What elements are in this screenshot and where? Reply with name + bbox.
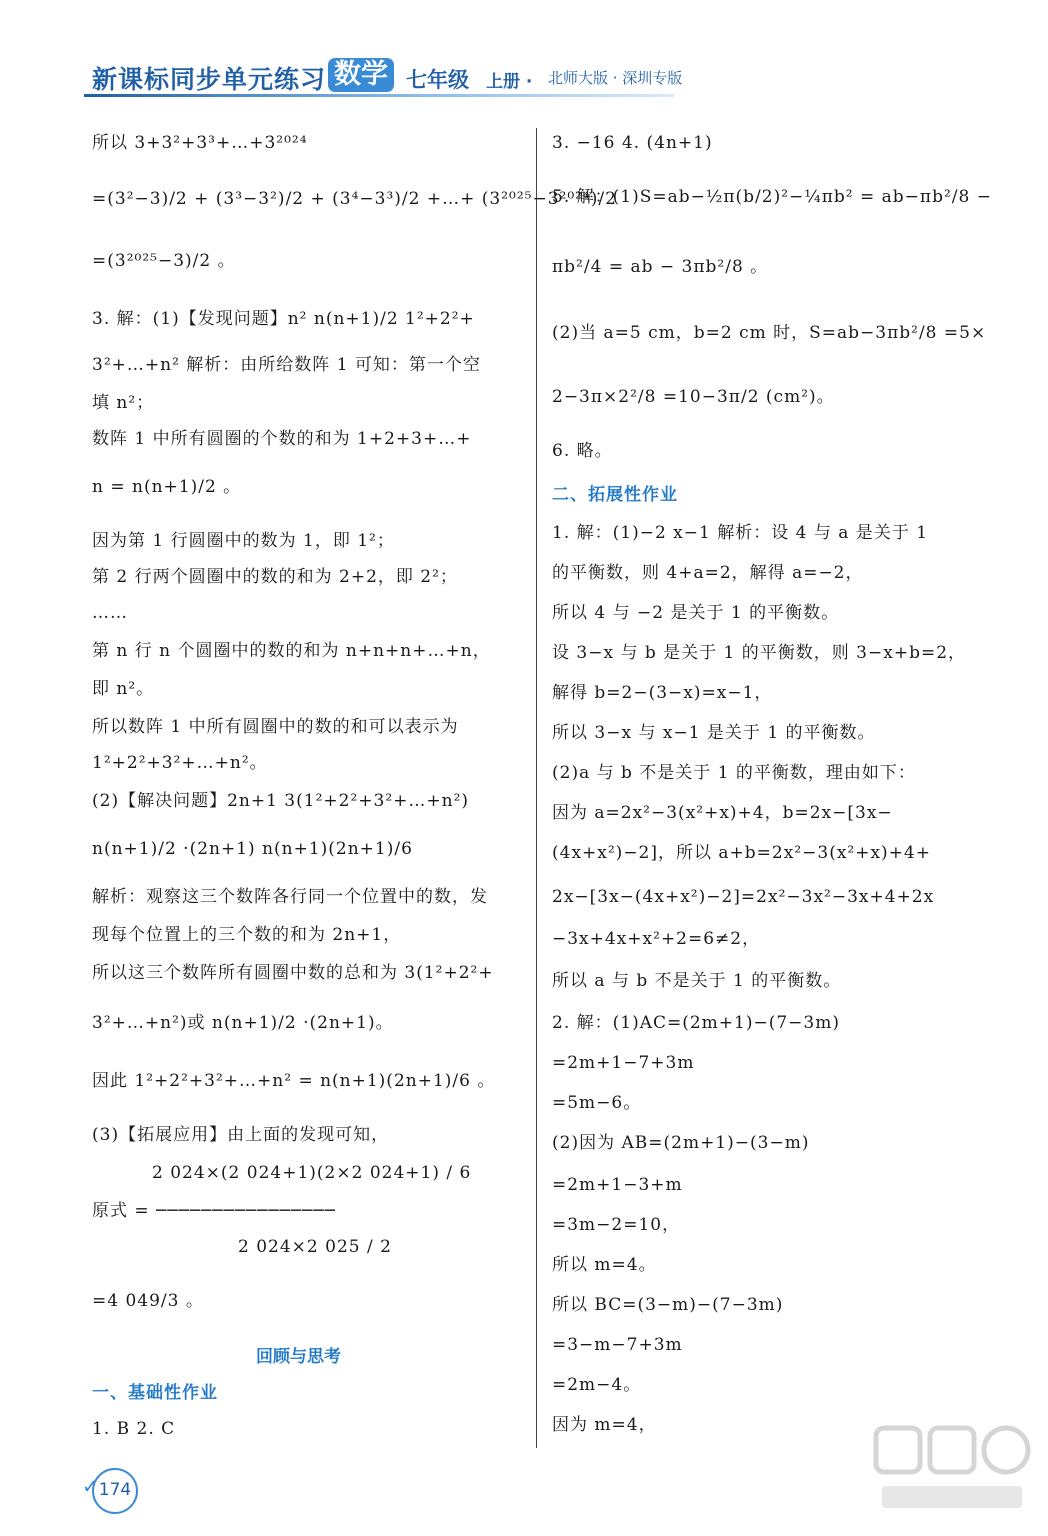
left-line: 3. 解：(1)【发现问题】n² n(n+1)/2 1²+2²+ — [92, 309, 475, 329]
right-line: 设 3−x 与 b 是关于 1 的平衡数，则 3−x+b=2， — [552, 643, 967, 663]
left-line: (2)【解决问题】2n+1 3(1²+2²+3²+…+n²) — [92, 791, 470, 811]
left-line: =4 049/3 。 — [92, 1291, 204, 1311]
right-line: (2)当 a=5 cm，b=2 cm 时，S=ab−3πb²/8 =5× — [552, 323, 987, 343]
right-line: 2x−[3x−(4x+x²)−2]=2x²−3x²−3x+4+2x — [552, 887, 935, 907]
edition-label: 北师大版 · 深圳专版 — [548, 69, 683, 87]
answers-basic: 1. B 2. C — [92, 1419, 176, 1439]
right-line: 2. 解：(1)AC=(2m+1)−(7−3m) — [552, 1013, 840, 1033]
right-line: 因为 m=4， — [552, 1415, 657, 1435]
right-line: 所以 m=4。 — [552, 1255, 657, 1275]
right-line: =2m+1−7+3m — [552, 1053, 695, 1073]
series-title: 新课标同步单元练习 — [92, 65, 327, 94]
right-line: 因为 a=2x²−3(x²+x)+4，b=2x−[3x− — [552, 803, 893, 823]
volume-label: 上册 · — [486, 72, 533, 92]
right-line: 6. 略。 — [552, 441, 613, 461]
left-line: 1²+2²+3²+…+n²。 — [92, 753, 268, 773]
right-line: 3. −16 4. (4n+1) — [552, 133, 713, 153]
left-line: 2 024×(2 024+1)(2×2 024+1) / 6 — [152, 1163, 472, 1183]
section-ext-heading: 二、拓展性作业 — [552, 485, 678, 505]
left-line: 即 n²。 — [92, 679, 155, 699]
right-line: 5. 解：(1)S=ab−½π(b/2)²−¼πb² = ab−πb²/8 − — [552, 187, 992, 207]
right-line: −3x+4x+x²+2=6≠2， — [552, 929, 761, 949]
left-line: 2 024×2 025 / 2 — [238, 1237, 392, 1257]
header-rule — [84, 94, 674, 97]
left-line: 解析：观察这三个数阵各行同一个位置中的数，发 — [92, 887, 488, 907]
left-line: 因为第 1 行圆圈中的数为 1，即 1²； — [92, 531, 395, 551]
page-header — [84, 58, 784, 102]
left-line: …… — [92, 603, 128, 623]
left-line: (3)【拓展应用】由上面的发现可知， — [92, 1125, 390, 1145]
right-line: πb²/4 = ab − 3πb²/8 。 — [552, 257, 769, 277]
left-line: 3²+…+n² 解析：由所给数阵 1 可知：第一个空 — [92, 355, 481, 375]
right-line: 所以 3−x 与 x−1 是关于 1 的平衡数。 — [552, 723, 876, 743]
left-line: 所以数阵 1 中所有圆圈中的数的和可以表示为 — [92, 717, 459, 737]
left-line: =(3²−3)/2 + (3³−3²)/2 + (3⁴−3³)/2 +…+ (3²⁰²⁵−3²⁰²⁴)/2 — [92, 189, 617, 209]
section-basic-heading: 一、基础性作业 — [92, 1383, 218, 1403]
left-line: n(n+1)/2 ·(2n+1) n(n+1)(2n+1)/6 — [92, 839, 413, 859]
right-line: 所以 4 与 −2 是关于 1 的平衡数。 — [552, 603, 840, 623]
left-line: 所以这三个数阵所有圆圈中数的总和为 3(1²+2²+ — [92, 963, 494, 983]
right-line: (4x+x²)−2]，所以 a+b=2x²−3(x²+x)+4+ — [552, 843, 931, 863]
right-line: 1. 解：(1)−2 x−1 解析：设 4 与 a 是关于 1 — [552, 523, 929, 543]
left-line: 数阵 1 中所有圆圈的个数的和为 1+2+3+…+ — [92, 429, 472, 449]
right-line: (2)a 与 b 不是关于 1 的平衡数，理由如下： — [552, 763, 916, 783]
left-line: 3²+…+n²)或 n(n+1)/2 ·(2n+1)。 — [92, 1013, 394, 1033]
right-line: 所以 BC=(3−m)−(7−3m) — [552, 1295, 784, 1315]
right-line: =3−m−7+3m — [552, 1335, 683, 1355]
right-line: =2m+1−3+m — [552, 1175, 683, 1195]
column-divider — [536, 128, 537, 1448]
left-line: =(3²⁰²⁵−3)/2 。 — [92, 251, 236, 271]
right-line: 2−3π×2²/8 =10−3π/2 (cm²)。 — [552, 387, 835, 407]
grade-label: 七年级 — [406, 68, 469, 92]
section-title: 回顾与思考 — [256, 1347, 341, 1367]
left-line: 现每个位置上的三个数的和为 2n+1， — [92, 925, 402, 945]
right-line: =3m−2=10， — [552, 1215, 681, 1235]
left-line: 所以 3+3²+3³+…+3²⁰²⁴ — [92, 133, 308, 153]
watermark-logo-icon — [872, 1420, 1032, 1520]
left-line: 填 n²； — [92, 393, 155, 413]
right-line: =2m−4。 — [552, 1375, 642, 1395]
left-line: 第 2 行两个圆圈中的数的和为 2+2，即 2²； — [92, 567, 458, 587]
right-line: 的平衡数，则 4+a=2，解得 a=−2， — [552, 563, 864, 583]
checkmark-icon: ✓ — [82, 1474, 99, 1498]
right-line: (2)因为 AB=(2m+1)−(3−m) — [552, 1133, 810, 1153]
left-line: 原式 = ──────────────── — [92, 1201, 336, 1221]
right-line: 解得 b=2−(3−x)=x−1， — [552, 683, 773, 703]
left-line: n = n(n+1)/2 。 — [92, 477, 242, 497]
right-line: 所以 a 与 b 不是关于 1 的平衡数。 — [552, 971, 842, 991]
left-line: 因此 1²+2²+3²+…+n² = n(n+1)(2n+1)/6 。 — [92, 1071, 496, 1091]
left-line: 第 n 行 n 个圆圈中的数的和为 n+n+n+…+n， — [92, 641, 491, 661]
page-number: 174 — [92, 1468, 138, 1514]
right-line: =5m−6。 — [552, 1093, 642, 1113]
subject-badge: 数学 — [328, 58, 394, 92]
